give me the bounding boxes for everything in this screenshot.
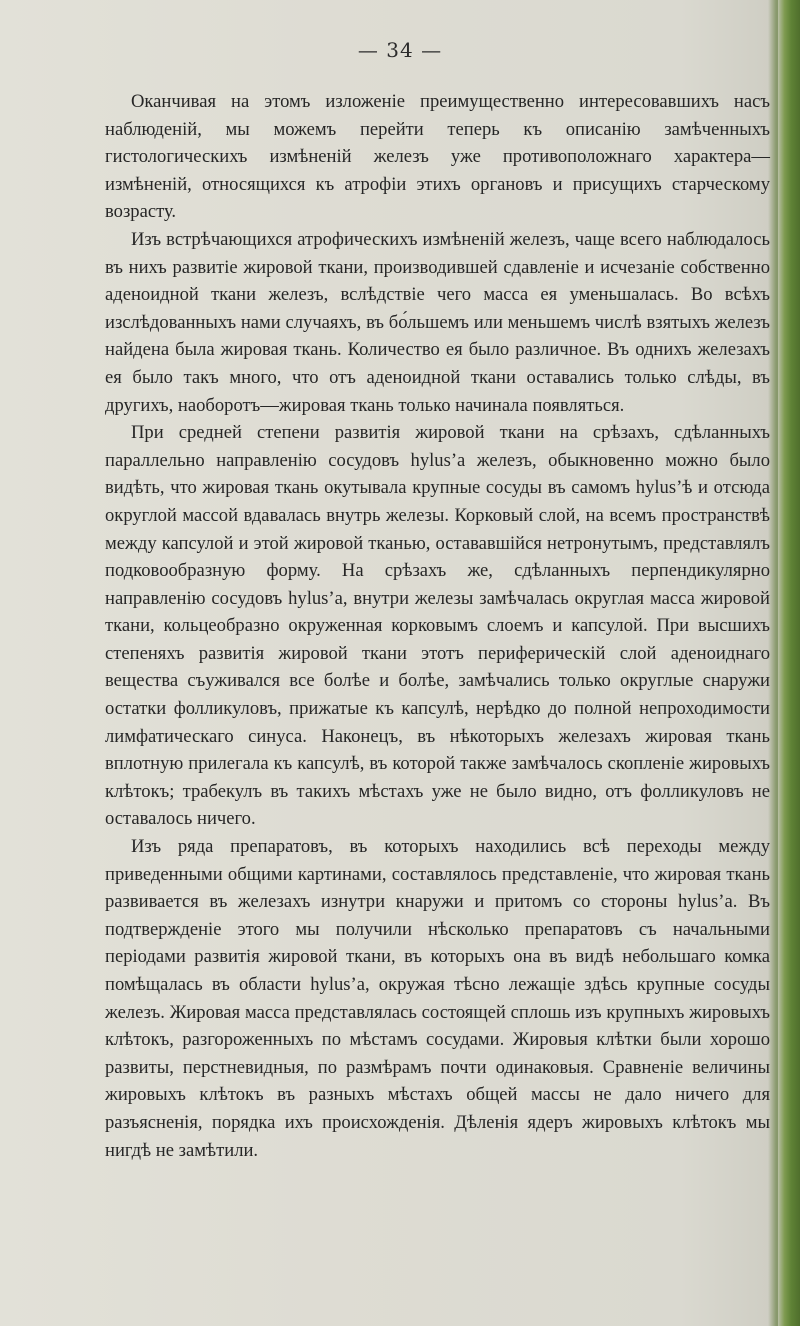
page-number: — 34 —: [357, 38, 443, 62]
paragraph-3: При средней степени развитія жировой ткани на срѣзахъ, сдѣланныхъ параллельно направленію сосудовъ hylus’а железъ, обыкновенно можно было видѣть, что жировая ткань окутывала крупные сосуды въ самомъ hylus’ѣ и отсюда округлой массой вдавалась внутрь железы. Корковый слой, на всемъ пространствѣ между капсулой и этой жировой тканью, остававшійся нетронутымъ, представлялъ подковообразную форму. На срѣзахъ же, сдѣланныхъ перпендикулярно направленію сосудовъ hylus’а, внутри железы замѣчалась округлая масса жировой ткани, кольцеобразно окруженная корковымъ слоемъ и капсулой. При высшихъ степеняхъ развитія жировой ткани этотъ периферическій слой аденоиднаго вещества съуживался все болѣе и болѣе, замѣчались только округлые снаружи остатки фолликуловъ, прижатые къ капсулѣ, нерѣдко до полной непроходимости лимфатическаго синуса. Наконецъ, въ нѣкоторыхъ железахъ жировая ткань вплотную прилегала къ капсулѣ, въ которой также замѣчалось скопленіе жировыхъ клѣтокъ; трабекулъ въ такихъ мѣстахъ уже не было видно, отъ фолликуловъ не оставалось ничего.: [105, 422, 770, 830]
paragraph-2: Изъ встрѣчающихся атрофическихъ измѣненій железъ, чаще всего наблюдалось въ нихъ развитіе жировой ткани, производившей сдавленіе и исчезаніе собственно аденоидной ткани железъ, вслѣдствіе чего масса ея уменьшалась. Во всѣхъ изслѣдованныхъ нами случаяхъ, въ бо́льшемъ или меньшемъ числѣ взятыхъ железъ найдена была жировая ткань. Количество ея было различное. Въ однихъ железахъ ея было такъ много, что отъ аденоидной ткани оставались только слѣды, въ другихъ, наоборотъ—жировая ткань только начинала появляться.: [105, 228, 770, 416]
paragraph-1: Оканчивая на этомъ изложеніе преимущественно интересовавшихъ насъ наблюденій, мы можемъ перейти теперь къ описанію замѣченныхъ гистологическихъ измѣненій железъ уже противоположнаго характера— измѣненій, относящихся къ атрофіи этихъ органовъ и присущихъ старческому возрасту.: [105, 91, 770, 223]
paragraph-4: Изъ ряда препаратовъ, въ которыхъ находились всѣ переходы между приведенными общими картинами, составлялось представленіе, что жировая ткань развивается въ железахъ изнутри кнаружи и притомъ со стороны hylus’а. Въ подтвержденіе этого мы получили нѣсколько препаратовъ съ начальными періодами развитія жировой ткани, въ которыхъ она въ видѣ небольшаго комка помѣщалась въ области hylus’а, окружая тѣсно лежащіе здѣсь крупные сосуды железъ. Жировая масса представлялась состоящей сплошь изъ крупныхъ жировыхъ клѣтокъ, разгороженныхъ по мѣстамъ сосудами. Жировыя клѣтки были хорошо развиты, перстневидныя, по размѣрамъ почти одинаковыя. Сравненіе величины жировыхъ клѣтокъ въ разныхъ мѣстахъ общей массы не дало ничего для разъясненія, порядка ихъ происхожденія. Дѣленія ядеръ жировыхъ клѣтокъ мы нигдѣ не замѣтили.: [105, 836, 770, 1161]
body-text: [105, 88, 770, 1164]
book-spine-edge: [778, 0, 800, 1326]
